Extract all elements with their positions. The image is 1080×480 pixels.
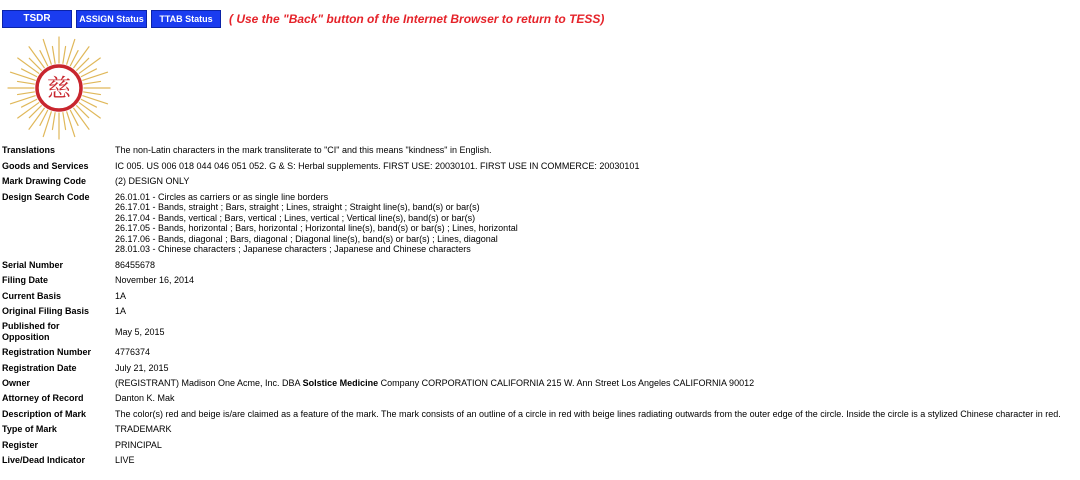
sunburst-ray xyxy=(52,113,55,130)
sunburst-ray xyxy=(29,106,41,118)
row-registration-date xyxy=(1,360,1075,375)
attorney-of-record-value: Danton K. Mak xyxy=(115,393,175,404)
sunburst-ray xyxy=(74,47,89,68)
translations-label: Translations xyxy=(2,145,56,156)
registration-date-value: July 21, 2015 xyxy=(115,362,169,373)
design-search-code-label: Design Search Code xyxy=(2,191,90,202)
design-code-line: 26.17.04 - Bands, vertical ; Bars, vertical ; Lines, vertical ; Vertical line(s), band(s) or bar(s) xyxy=(115,212,476,223)
sunburst-ray xyxy=(84,92,101,95)
tsdr-button[interactable]: TSDR xyxy=(2,10,72,28)
row-attorney-of-record xyxy=(1,391,1075,406)
sunburst-ray xyxy=(18,103,39,118)
live-dead-indicator-label: Live/Dead Indicator xyxy=(2,454,86,465)
sunburst-ray xyxy=(52,47,55,64)
design-search-code-value xyxy=(115,189,1075,257)
sunburst-ray xyxy=(18,58,39,73)
live-dead-indicator-value: LIVE xyxy=(115,454,135,465)
sunburst-ray xyxy=(29,108,44,129)
attorney-of-record-label: Attorney of Record xyxy=(2,393,84,404)
back-button-note: ( Use the "Back" button of the Internet Browser to return to TESS) xyxy=(229,11,605,26)
row-mark-drawing-code xyxy=(1,174,1075,189)
row-original-filing-basis xyxy=(1,304,1075,319)
published-label-line1: Published for xyxy=(2,321,60,332)
sunburst-ray xyxy=(79,58,100,73)
type-of-mark-label: Type of Mark xyxy=(2,424,57,435)
sunburst-ray xyxy=(29,58,41,70)
current-basis-label: Current Basis xyxy=(2,290,62,301)
owner-text-post: Company CORPORATION CALIFORNIA 215 W. Ann Street Los Angeles CALIFORNIA 90012 xyxy=(378,378,755,389)
mark-drawing-code-value: (2) DESIGN ONLY xyxy=(115,176,190,187)
design-code-line: 26.01.01 - Circles as carriers or as single line borders xyxy=(115,191,329,202)
published-for-opposition-value: May 5, 2015 xyxy=(115,326,165,337)
sunburst-circle-logo xyxy=(6,35,112,141)
owner-label: Owner xyxy=(2,378,31,389)
row-owner xyxy=(1,376,1075,391)
sunburst-ray xyxy=(84,81,101,84)
sunburst-ray xyxy=(63,47,66,64)
row-current-basis xyxy=(1,288,1075,303)
sunburst-ray xyxy=(29,47,44,68)
mark-drawing-code-label: Mark Drawing Code xyxy=(2,176,87,187)
current-basis-value: 1A xyxy=(115,290,127,301)
design-code-line: 28.01.03 - Chinese characters ; Japanese characters ; Japanese and Chinese characters xyxy=(115,244,471,255)
serial-number-label: Serial Number xyxy=(2,259,64,270)
row-description-of-mark xyxy=(1,406,1075,421)
published-for-opposition-label xyxy=(1,319,115,345)
design-code-line: 26.17.01 - Bands, straight ; Bars, straight ; Lines, straight ; Straight line(s), band(s) or bar(s) xyxy=(115,202,480,213)
assign-status-button[interactable]: ASSIGN Status xyxy=(76,10,147,28)
owner-dba-name: Solstice Medicine xyxy=(302,378,379,389)
chinese-character-glyph: 慈 xyxy=(47,74,71,102)
registration-date-label: Registration Date xyxy=(2,362,77,373)
registration-number-label: Registration Number xyxy=(2,347,92,358)
sunburst-ray xyxy=(79,103,100,118)
owner-value xyxy=(115,376,1075,391)
serial-number-value: 86455678 xyxy=(115,259,156,270)
row-serial-number xyxy=(1,257,1075,272)
published-label-line2: Opposition xyxy=(2,331,50,342)
description-of-mark-label: Description of Mark xyxy=(2,408,87,419)
sunburst-ray xyxy=(18,81,35,84)
filing-date-label: Filing Date xyxy=(2,275,49,286)
row-filing-date xyxy=(1,273,1075,288)
design-code-line: 26.17.05 - Bands, horizontal ; Bars, horizontal ; Horizontal line(s), band(s) or bar(s) ; Lines, horizontal xyxy=(115,223,518,234)
translations-value: The non-Latin characters in the mark transliterate to "CI" and this means "kindness" in English. xyxy=(115,145,492,156)
design-code-line: 26.17.06 - Bands, diagonal ; Bars, diagonal ; Diagonal line(s), band(s) or bar(s) ; Lines, diagonal xyxy=(115,233,498,244)
top-toolbar xyxy=(2,9,604,28)
sunburst-ray xyxy=(77,58,89,70)
filing-date-value: November 16, 2014 xyxy=(115,275,195,286)
registration-number-value: 4776374 xyxy=(115,347,151,358)
sunburst-ray xyxy=(18,92,35,95)
row-live-dead-indicator xyxy=(1,453,1075,468)
owner-text-pre: (REGISTRANT) Madison One Acme, Inc. DBA xyxy=(115,378,303,389)
original-filing-basis-label: Original Filing Basis xyxy=(2,305,90,316)
trademark-details-table xyxy=(1,143,1075,468)
goods-services-value: IC 005. US 006 018 044 046 051 052. G & S: Herbal supplements. FIRST USE: 20030101. FIRST USE IN COMMERCE: 20030101 xyxy=(115,160,640,171)
trademark-mark-image xyxy=(6,35,112,141)
row-registration-number xyxy=(1,345,1075,360)
register-value: PRINCIPAL xyxy=(115,439,162,450)
sunburst-ray xyxy=(63,113,66,130)
row-type-of-mark xyxy=(1,422,1075,437)
ttab-status-button[interactable]: TTAB Status xyxy=(151,10,221,28)
row-design-search-code xyxy=(1,189,1075,257)
type-of-mark-value: TRADEMARK xyxy=(115,424,172,435)
original-filing-basis-value: 1A xyxy=(115,305,127,316)
row-translations xyxy=(1,143,1075,158)
goods-services-label: Goods and Services xyxy=(2,160,89,171)
row-published-for-opposition xyxy=(1,319,1075,345)
description-of-mark-value: The color(s) red and beige is/are claimed as a feature of the mark. The mark consists of an outline of a circle in red with beige lines radiating outwards from the outer edge of the circle. Inside the circle is a stylized Chinese character in red. xyxy=(115,408,1061,419)
row-register xyxy=(1,437,1075,452)
sunburst-ray xyxy=(74,108,89,129)
sunburst-ray xyxy=(77,106,89,118)
row-goods-services xyxy=(1,158,1075,173)
register-label: Register xyxy=(2,439,39,450)
